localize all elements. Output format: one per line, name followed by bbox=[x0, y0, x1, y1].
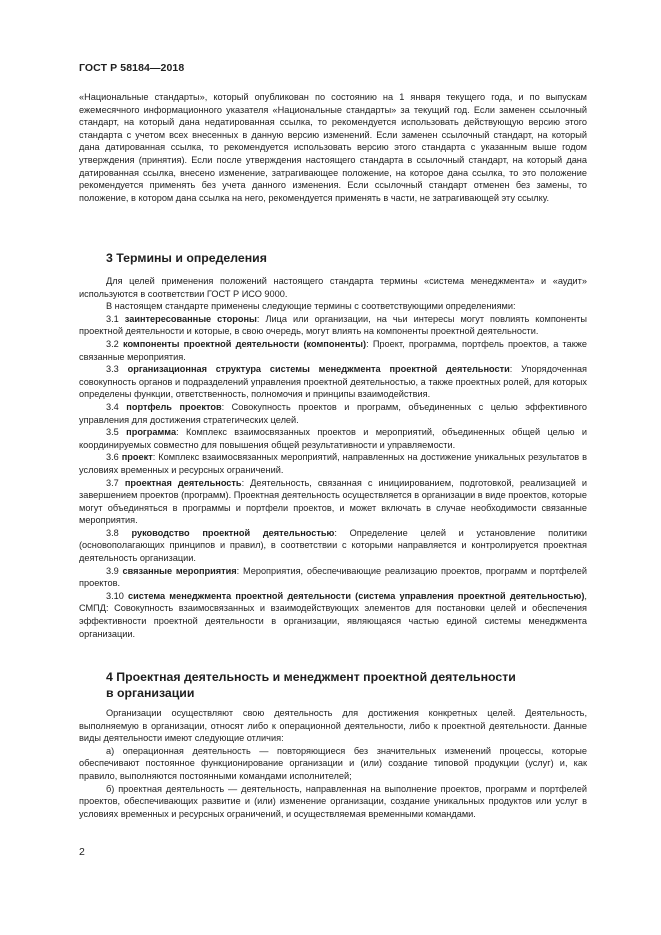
term-3-3 bbox=[79, 363, 587, 401]
page-number: 2 bbox=[79, 846, 85, 858]
intro-text: «Национальные стандарты», который опубликован по состоянию на 1 января текущего года, и по выпускам ежемесячного информационного указателя «Национальные стандарты» за текущий год. Если заменен ссылочный стандарт, на который дана недатированная ссылка, то рекомендуется использовать действующую версию этого стандарта с учетом всех внесенных в данную версию изменений. Если заменен ссылочный стандарт, на который дана датированная ссылка, то рекомендуется использовать версию этого стандарта с указанным выше годом утверждения (принятия). Если после утверждения настоящего стандарта в ссылочный стандарт, на который дана датированная ссылка, внесено изменение, затрагивающее положение, на которое дана ссылка, то это положение рекомендуется применять без учета данного изменения. Если ссылочный стандарт отменен без замены, то положение, в котором дана ссылка на него, рекомендуется применять в части, не затрагивающей эту ссылку. bbox=[79, 92, 587, 203]
term-number: 3.7 bbox=[106, 477, 125, 488]
term-number: 3.5 bbox=[106, 427, 127, 438]
term-name: проект bbox=[121, 452, 153, 463]
term-number: 3.2 bbox=[106, 338, 123, 349]
section-4-title-line-2: в организации bbox=[106, 686, 195, 700]
term-definition: : Комплекс взаимосвязанных мероприятий, направленных на достижение уникальных результатов в условиях временных и ресурсных ограничений. bbox=[79, 452, 587, 475]
term-number: 3.6 bbox=[106, 452, 122, 463]
term-number: 3.4 bbox=[106, 401, 127, 412]
section-4-title-line-1: 4 Проектная деятельность и менеджмент проектной деятельности bbox=[106, 670, 516, 684]
term-name: заинтересованные стороны bbox=[124, 313, 257, 324]
term-name: компоненты проектной деятельности (компоненты) bbox=[122, 338, 367, 349]
section-3-body bbox=[79, 275, 587, 640]
term-3-5 bbox=[79, 426, 587, 451]
term-3-6 bbox=[79, 451, 587, 476]
term-definition: : Лица или организации, на чьи интересы могут повлиять компоненты проектной деятельности и которые, в свою очередь, могут влиять на компоненты проектной деятельности. bbox=[79, 313, 587, 337]
term-name: система менеджмента проектной деятельности (система управления проектной деятельностью) bbox=[128, 590, 585, 601]
section-4-body bbox=[79, 707, 587, 820]
term-3-9 bbox=[79, 565, 587, 590]
term-name: проектная деятельность bbox=[124, 477, 242, 488]
section-3-paragraph-1: Для целей применения положений настоящего стандарта термины «система менеджмента» и «аудит» используются в соответствии ГОСТ Р ИСО 9000. bbox=[79, 276, 587, 299]
section-4-item-b: б) проектная деятельность — деятельность, направленная на выполнение проектов, программ и портфелей проектов, обеспечивающих развитие и (или) изменение организации, создание уникальных продуктов или услуг в условиях временных и ресурсных ограничений, и осуществляемая временными командами. bbox=[79, 783, 587, 819]
term-definition: : Определение целей и установление политики (основополагающих принципов и правил), в соответствии с которыми направляется и контролируется проектная деятельность организации. bbox=[79, 527, 587, 564]
term-definition: : Деятельность, связанная с инициированием, подготовкой, реализацией и завершением проектов (программ). Проектная деятельность осуществляется в организации в виде проектов, которые могут объединяться в программы и портфели проектов, и может включать в случае необходимости связанные мероприятия. bbox=[79, 477, 588, 526]
term-definition: : Комплекс взаимосвязанных проектов и мероприятий, объединенных общей целью и координируемых совместно для повышения общей результативности и управляемости. bbox=[79, 427, 588, 450]
term-definition: : Мероприятия, обеспечивающие реализацию проектов, программ и портфелей проектов. bbox=[79, 565, 587, 589]
intro-paragraph bbox=[79, 91, 587, 204]
term-number: 3.1 bbox=[106, 313, 125, 324]
term-3-2 bbox=[79, 338, 587, 363]
term-name: портфель проектов bbox=[126, 401, 222, 412]
section-4-paragraph-1: Организации осуществляют свою деятельность для достижения конкретных целей. Деятельность, выполняемую в организации, относят либо к операционной деятельности, либо к проектной деятельности. Данные виды деятельности имеют следующие отличия: bbox=[79, 708, 587, 744]
term-name: программа bbox=[126, 427, 177, 438]
term-definition: : Совокупность проектов и программ, объединенных с целью эффективного управления для достижения стратегических целей. bbox=[79, 401, 587, 425]
term-number: 3.10 bbox=[106, 590, 129, 601]
term-3-8 bbox=[79, 527, 587, 565]
document-header: ГОСТ Р 58184—2018 bbox=[79, 62, 185, 74]
term-number: 3.9 bbox=[106, 565, 123, 576]
term-name: организационная структура системы менеджмента проектной деятельности bbox=[127, 364, 510, 375]
term-3-7 bbox=[79, 477, 587, 527]
term-definition: , СМПД: Совокупность взаимосвязанных и взаимодействующих элементов для постановки целей и обеспечения эффективности проектной деятельности в организации, являющаяся частью единой системы менеджмента организации. bbox=[79, 590, 587, 639]
section-3-title: 3 Термины и определения bbox=[106, 251, 267, 265]
term-3-10 bbox=[79, 590, 587, 640]
term-name: руководство проектной деятельностью bbox=[131, 527, 335, 538]
term-3-4 bbox=[79, 401, 587, 426]
term-3-1 bbox=[79, 313, 587, 338]
term-definition: : Проект, программа, портфель проектов, а также связанные мероприятия. bbox=[79, 338, 587, 362]
section-3-paragraph-2: В настоящем стандарте применены следующие термины с соответствующими определениями: bbox=[106, 301, 516, 312]
term-name: связанные мероприятия bbox=[122, 565, 237, 576]
section-4-item-a: а) операционная деятельность — повторяющиеся без значительных изменений процессы, которые обеспечивают постоянное функционирование организации и (или) создание типовой продукции (услуг) и, как правило, выполняются постоянными командами исполнителей; bbox=[79, 745, 587, 781]
term-number: 3.3 bbox=[106, 364, 128, 375]
term-definition: : Упорядоченная совокупность органов и подразделений управления проектной деятельностью, а также проектных ролей, для которых определены функции, ответственность, полномочия и принципы взаимодействия. bbox=[79, 364, 588, 400]
section-4-title bbox=[106, 669, 516, 701]
term-number: 3.8 bbox=[106, 527, 132, 538]
